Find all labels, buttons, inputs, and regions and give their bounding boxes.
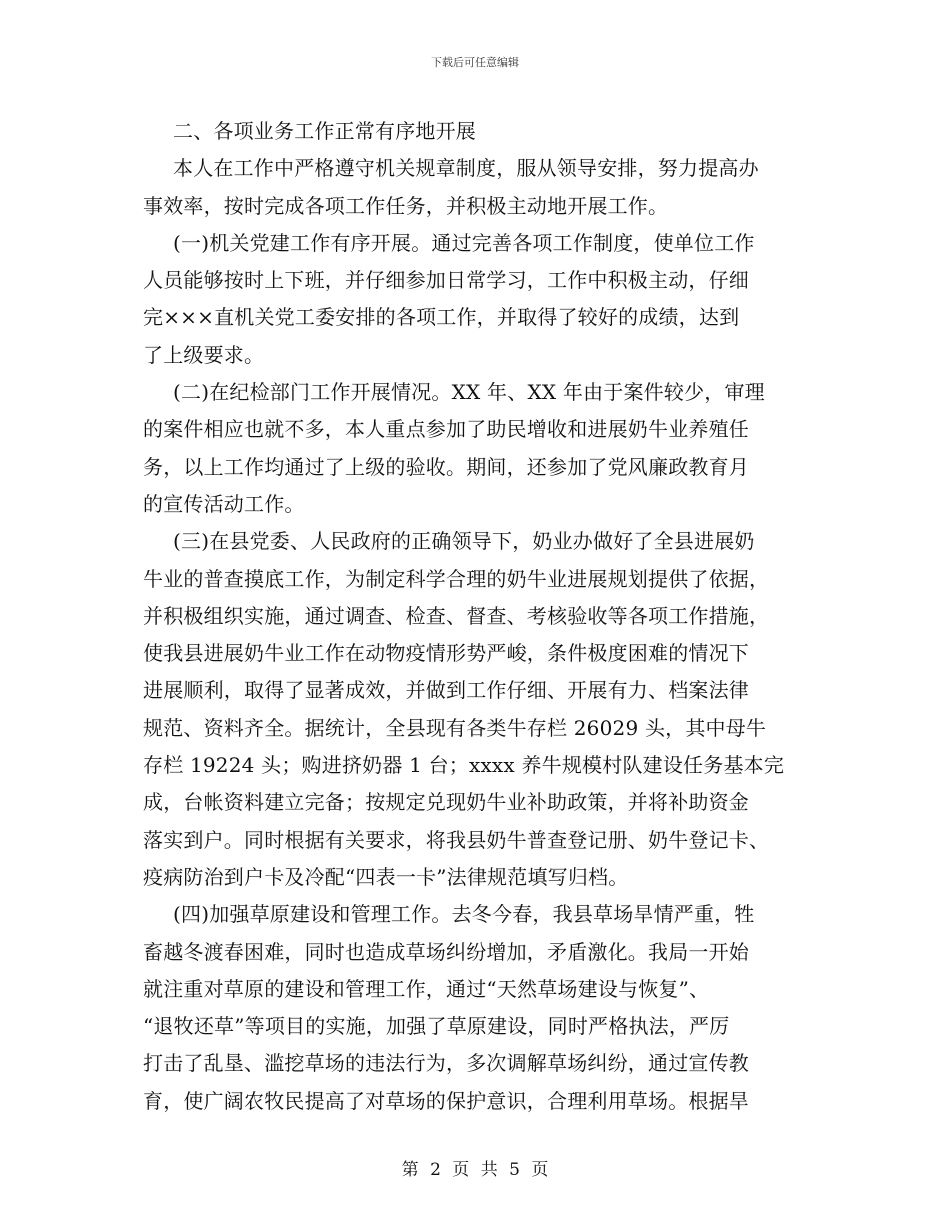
text-line: 育，使广阔农牧民提高了对草场的保护意识，合理利用草场。根据旱 [143,1088,749,1113]
text-line: 完×××直机关党工委安排的各项工作，并取得了较好的成绩，达到 [143,305,740,330]
text-line: (四)加强草原建设和管理工作。去冬今春，我县草场旱情严重，牲 [173,902,755,927]
text-line: (三)在县党委、人民政府的正确领导下，奶业办做好了全县进展奶 [173,529,755,554]
text-line: 成，台帐资料建立完备；按规定兑现奶牛业补助政策，并将补助资金 [143,790,749,815]
text-line: “退牧还草”等项目的实施，加强了草原建设，同时严格执法，严厉 [143,1014,730,1039]
page-footer: 第 2 页 共 5 页 [401,1160,549,1180]
document-body [143,113,808,1120]
text-line: 畜越冬渡春困难，同时也造成草场纠纷增加，矛盾激化。我局一开始 [143,939,749,964]
text-line: 人员能够按时上下班，并仔细参加日常学习，工作中积极主动，仔细 [143,268,749,293]
text-line: 了上级要求。 [143,342,265,367]
text-line: 本人在工作中严格遵守机关规章制度，服从领导安排，努力提高办 [173,156,759,181]
text-line: 打击了乱垦、滥挖草场的违法行为，多次调解草场纠纷，通过宣传教 [143,1051,749,1076]
text-line: 务，以上工作均通过了上级的验收。期间，还参加了党风廉政教育月 [143,454,749,479]
text-line: 疫病防治到户卡及冷配“四表一卡”法律规范填写归档。 [143,864,629,889]
text-line: 就注重对草原的建设和管理工作，通过“天然草场建设与恢复”、 [143,976,710,1001]
text-line: 的宣传活动工作。 [143,491,305,516]
text-line: 牛业的普查摸底工作，为制定科学合理的奶牛业进展规划提供了依据， [143,566,770,591]
text-line: 并积极组织实施，通过调查、检查、督查、考核验收等各项工作措施， [143,603,770,628]
text-line: 规范、资料齐全。据统计，全县现有各类牛存栏 26029 头，其中母牛 [143,715,767,740]
text-line: 的案件相应也就不多，本人重点参加了助民增收和进展奶牛业养殖任 [143,417,749,442]
text-line: 事效率，按时完成各项工作任务，并积极主动地开展工作。 [143,193,669,218]
page-header: 下载后可任意编辑 [431,56,519,69]
text-line: 进展顺利，取得了显著成效，并做到工作仔细、开展有力、档案法律 [143,678,749,703]
section-heading: 二、各项业务工作正常有序地开展 [173,119,476,143]
text-line: 使我县进展奶牛业工作在动物疫情形势严峻，条件极度困难的情况下 [143,641,749,666]
text-line: (一)机关党建工作有序开展。通过完善各项工作制度，使单位工作 [173,230,755,255]
text-line: 存栏 19224 头；购进挤奶器 1 台；xxxx 养牛规模村队建设任务基本完 [143,753,785,778]
text-line: (二)在纪检部门工作开展情况。XX 年、XX 年由于案件较少，审理 [173,380,765,405]
text-line: 落实到户。同时根据有关要求，将我县奶牛普查登记册、奶牛登记卡、 [143,827,770,852]
